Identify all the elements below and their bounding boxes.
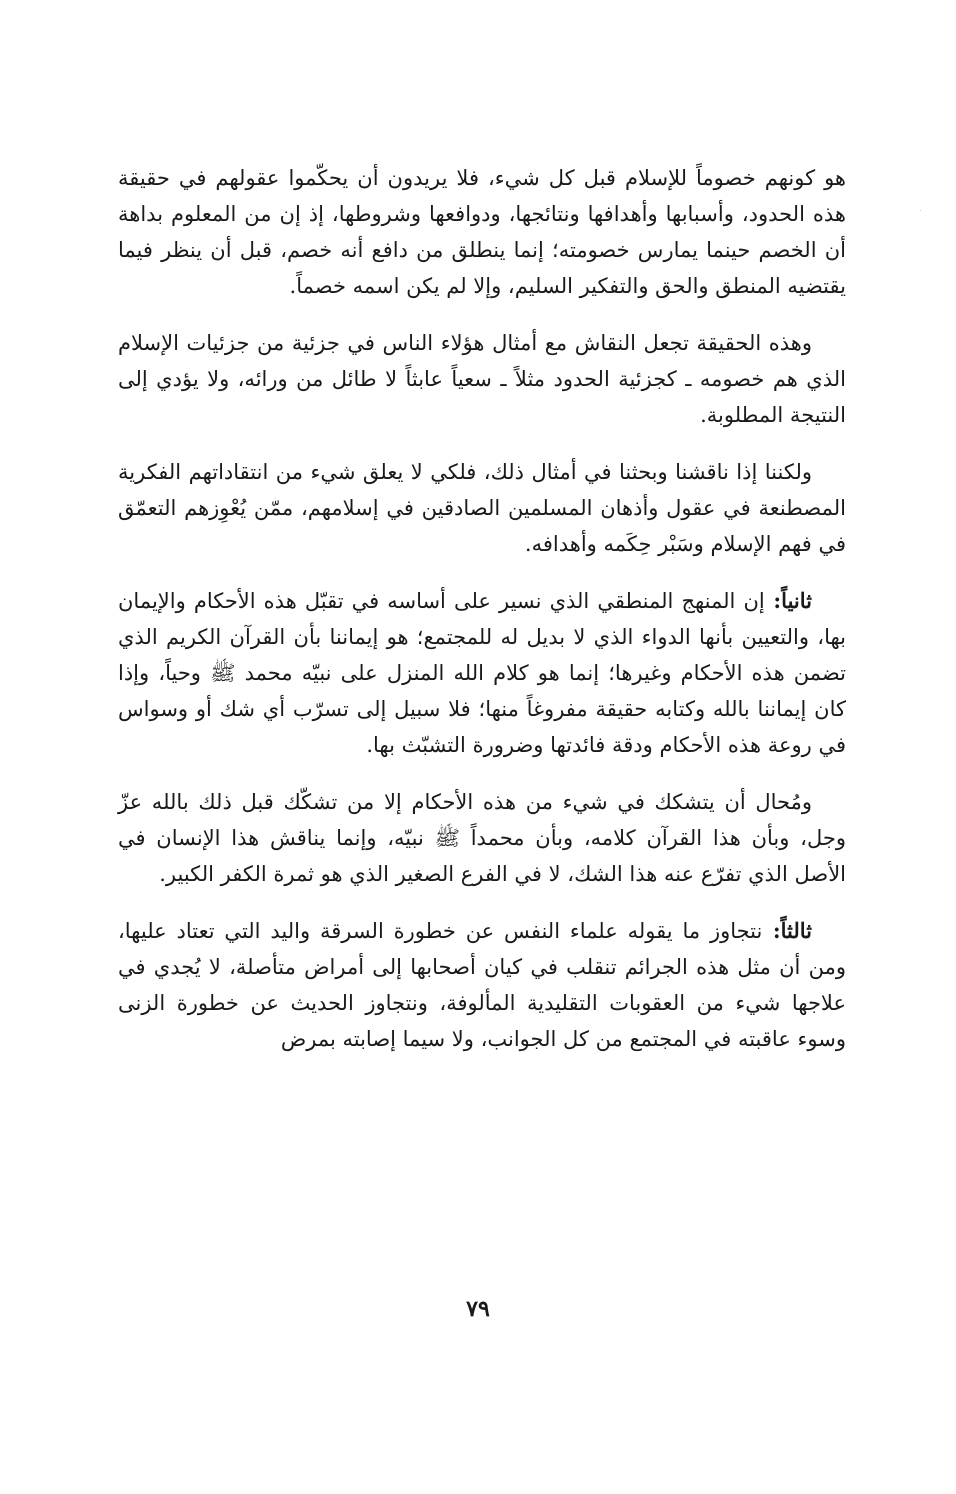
paragraph-1	[118, 160, 846, 304]
paragraph-6	[118, 913, 846, 1057]
paragraph-4	[118, 583, 846, 763]
paragraph-text: ومُحال أن يتشكك في شيء من هذه الأحكام إلا من تشكّك قبل ذلك بالله عزّ وجل، وبأن هذا القرآن كلامه، وبأن محمداً ﷺ نبيّه، وإنما يناقش هذا الإنسان في الأصل الذي تفرّع عنه هذا الشك، لا في الفرع الصغير الذي هو ثمرة الكفر الكبير.	[118, 790, 846, 886]
paragraph-lead: ثانياً:	[764, 588, 812, 613]
page-number: ٧٩	[466, 1296, 490, 1322]
paragraph-5	[118, 784, 846, 892]
paragraph-3	[118, 454, 846, 562]
paragraph-lead: ثالثاً:	[762, 918, 812, 943]
paragraph-text: هو كونهم خصوماً للإسلام قبل كل شيء، فلا يريدون أن يحكّموا عقولهم في حقيقة هذه الحدود، وأسبابها وأهدافها ونتائجها، ودوافعها وشروطها، إذ إن من المعلوم بداهة أن الخصم حينما يمارس خصومته؛ إنما ينطلق من دافع أنه خصم، قبل أن ينظر فيما يقتضيه المنطق والحق والتفكير السليم، وإلا لم يكن اسمه خصماً.	[118, 166, 846, 298]
paragraph-text: وهذه الحقيقة تجعل النقاش مع أمثال هؤلاء الناس في جزئية من جزئيات الإسلام الذي هم خصومه ـ كجزئية الحدود مثلاً ـ سعياً عابثاً لا طائل من ورائه، ولا يؤدي إلى النتيجة المطلوبة.	[118, 331, 846, 427]
body-text	[118, 160, 846, 1078]
paragraph-text: ولكننا إذا ناقشنا وبحثنا في أمثال ذلك، فلكي لا يعلق شيء من انتقاداتهم الفكرية المصطنعة في عقول وأذهان المسلمين الصادقين في إسلامهم، ممّن يُعْوِزهم التعمّق في فهم الإسلام وسَبْر حِكَمه وأهدافه.	[118, 460, 846, 556]
paragraph-text: نتجاوز ما يقوله علماء النفس عن خطورة السرقة واليد التي تعتاد عليها، ومن أن مثل هذه الجرائم تنقلب في كيان أصحابها إلى أمراض متأصلة، لا يُجدي في علاجها شيء من العقوبات التقليدية المألوفة، ونتجاوز الحديث عن خطورة الزنى وسوء عاقبته في المجتمع من كل الجوانب، ولا سيما إصابته بمرض	[118, 919, 846, 1051]
paragraph-2	[118, 325, 846, 433]
paragraph-text: إن المنهج المنطقي الذي نسير على أساسه في تقبّل هذه الأحكام والإيمان بها، والتعيين بأنها الدواء الذي لا بديل له للمجتمع؛ هو إيماننا بأن القرآن الكريم الذي تضمن هذه الأحكام وغيرها؛ إنما هو كلام الله المنزل على نبيّه محمد ﷺ وحياً، وإذا كان إيماننا بالله وكتابه حقيقة مفروغاً منها؛ فلا سبيل إلى تسرّب أي شك أو وسواس في روعة هذه الأحكام ودقة فائدتها وضرورة التشبّث بها.	[118, 589, 846, 757]
margin-speck	[920, 210, 921, 211]
